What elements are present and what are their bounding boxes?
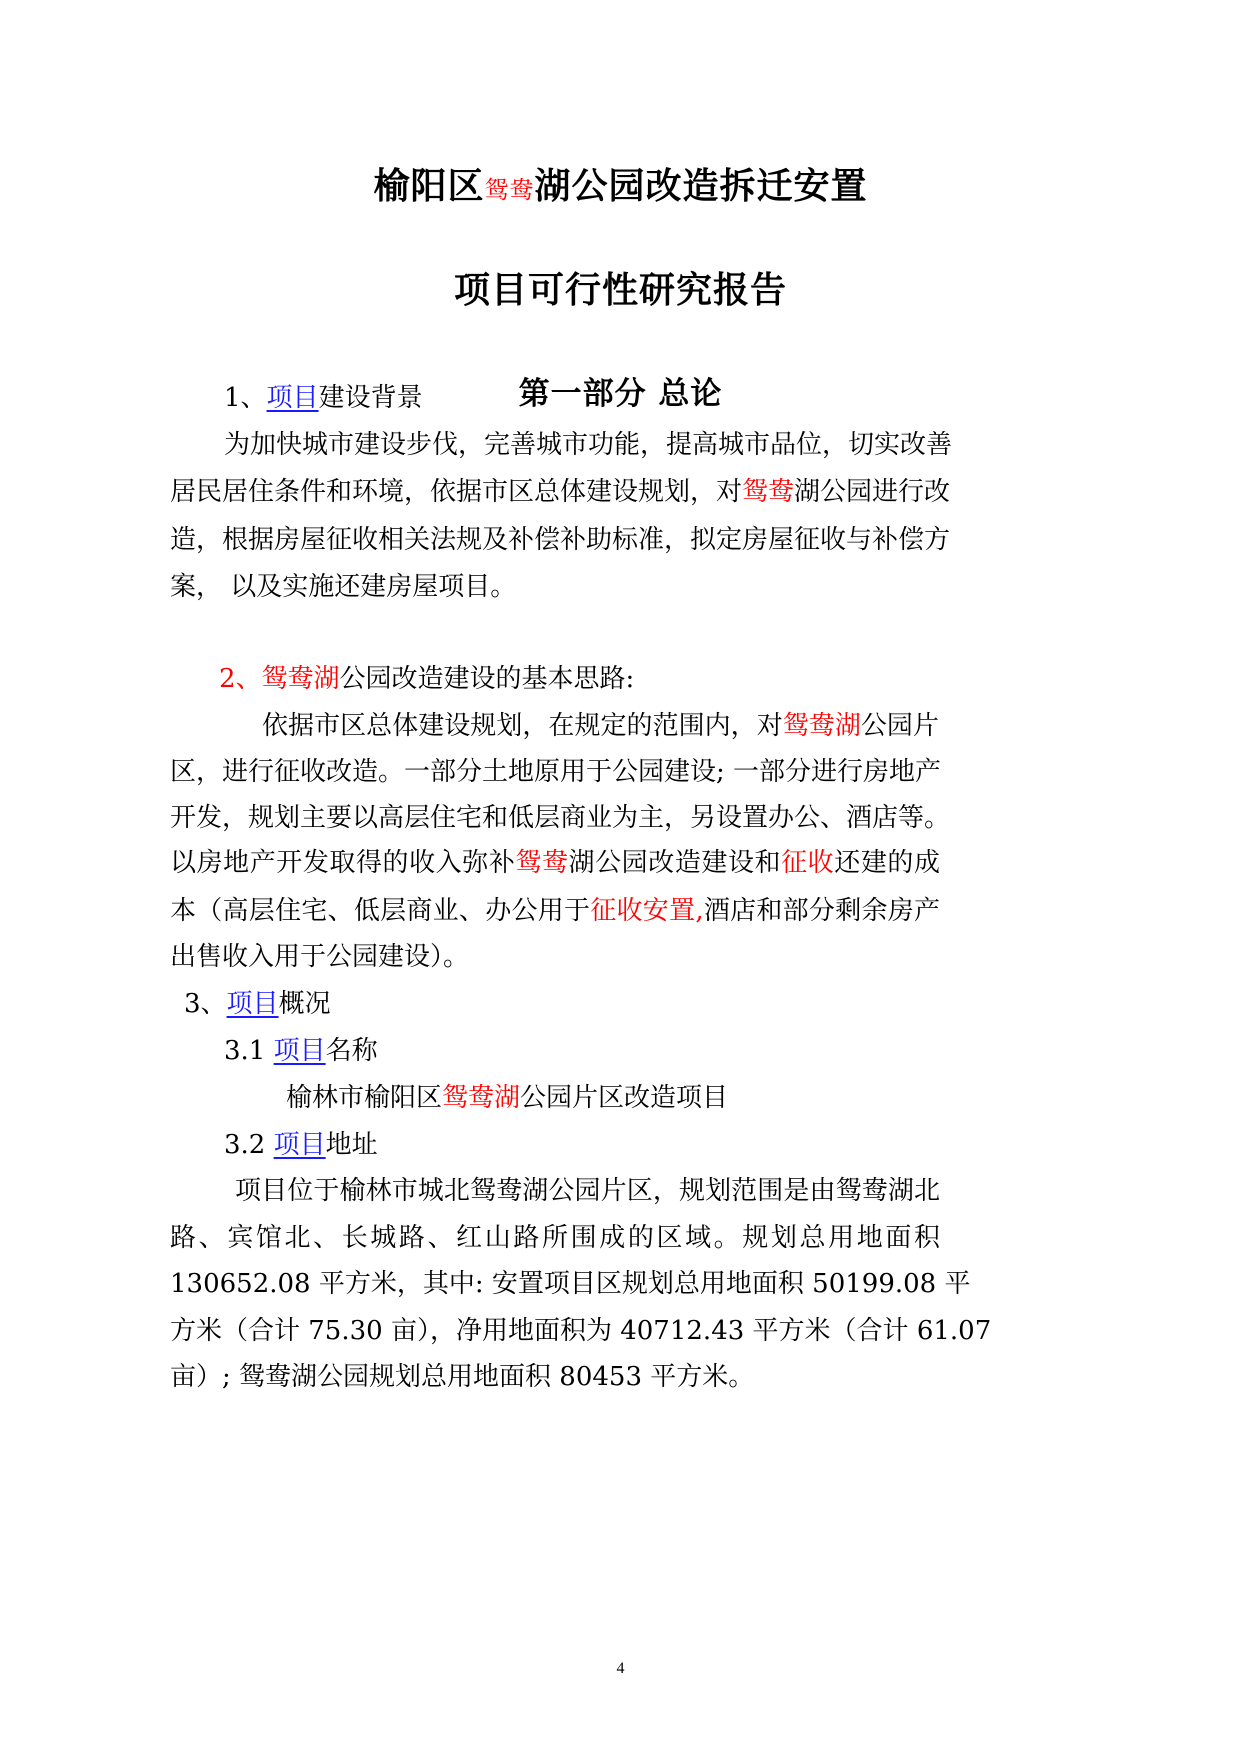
highlight-span: 征收 — [781, 848, 835, 878]
subsection-link[interactable]: 项目 — [273, 1130, 326, 1160]
highlight-span: 鸳鸯 — [742, 477, 795, 507]
section3-link[interactable]: 项目 — [226, 989, 279, 1019]
section2-heading — [219, 661, 634, 697]
subsection-title: 地址 — [325, 1130, 378, 1160]
paragraph-line: 130652.08 平方米，其中: 安置项目区规划总用地面积 50199.08 平 — [170, 1269, 971, 1299]
subsection-title: 名称 — [325, 1036, 378, 1066]
text-span: 公园片区改造项目 — [520, 1083, 729, 1113]
section2-title: 公园改造建设的基本思路: — [339, 664, 635, 694]
paragraph-line: 路、宾馆北、长城路、红山路所围成的区域。规划总用地面积 — [170, 1223, 940, 1253]
text-span: 公园片 — [860, 711, 939, 741]
title-part1: 榆阳区 — [373, 166, 485, 207]
section1-link[interactable]: 项目 — [266, 383, 319, 413]
report-title-line1 — [0, 158, 1241, 209]
paragraph-line — [262, 708, 939, 744]
project-name — [286, 1080, 728, 1116]
section2-highlight: 2、鸳鸯湖 — [219, 664, 340, 694]
page-number: 4 — [616, 1660, 625, 1677]
subsection-number: 3.2 — [224, 1130, 274, 1160]
text-span: 酒店和部分剩余房产 — [703, 896, 940, 926]
text-span: 依据市区总体建设规划，在规定的范围内，对 — [262, 711, 783, 741]
paragraph-line: 方米（合计 75.30 亩），净用地面积为 40712.43 平方米（合计 61.07 — [170, 1316, 992, 1346]
text-span: 以房地产开发取得的收入弥补 — [170, 848, 516, 878]
highlight-span: 鸳鸯 — [515, 848, 569, 878]
text-span: 榆林市榆阳区 — [286, 1083, 443, 1113]
highlight-span: 鸳鸯湖 — [782, 711, 861, 741]
highlight-span: 征收安置, — [590, 896, 704, 926]
text-span: 湖公园改造建设和 — [568, 848, 782, 878]
paragraph-line: 案， 以及实施还建房屋项目。 — [170, 572, 517, 602]
section1-heading — [224, 380, 423, 416]
text-span: 湖公园进行改 — [794, 477, 951, 507]
subsection-3-1-heading — [224, 1033, 378, 1069]
section3-title: 概况 — [278, 989, 331, 1019]
text-span: 本（高层住宅、低层商业、办公用于 — [170, 896, 591, 926]
title-part2: 湖公园改造拆迁安置 — [534, 166, 868, 207]
paragraph-line: 区，进行征收改造。一部分土地原用于公园建设; 一部分进行房地产 — [170, 757, 942, 787]
title-highlight: 鸳鸯 — [484, 176, 535, 204]
text-span: 居民居住条件和环境，依据市区总体建设规划，对 — [170, 477, 743, 507]
section3-number: 3、 — [184, 989, 227, 1019]
subsection-number: 3.1 — [224, 1036, 274, 1066]
paragraph-line: 出售收入用于公园建设）。 — [170, 942, 470, 972]
paragraph-line — [170, 893, 940, 929]
text-span: 还建的成 — [834, 848, 940, 878]
report-title-line2: 项目可行性研究报告 — [453, 270, 787, 311]
paragraph-line: 造，根据房屋征收相关法规及补偿补助标准，拟定房屋征收与补偿方 — [170, 525, 951, 555]
highlight-span: 鸳鸯湖 — [442, 1083, 521, 1113]
section3-heading — [184, 986, 331, 1022]
paragraph-line: 亩）; 鸳鸯湖公园规划总用地面积 80453 平方米。 — [170, 1362, 755, 1392]
paragraph-line — [170, 474, 951, 510]
part-heading: 第一部分 总论 — [518, 376, 723, 412]
section1-title: 建设背景 — [318, 383, 423, 413]
paragraph-line: 开发，规划主要以高层住宅和低层商业为主，另设置办公、酒店等。 — [170, 803, 951, 833]
paragraph-line — [170, 845, 940, 881]
paragraph-line: 项目位于榆林市城北鸳鸯湖公园片区，规划范围是由鸳鸯湖北 — [235, 1176, 940, 1206]
paragraph-line: 为加快城市建设步伐，完善城市功能，提高城市品位，切实改善 — [224, 430, 953, 460]
subsection-link[interactable]: 项目 — [273, 1036, 326, 1066]
section1-number: 1、 — [224, 383, 267, 413]
subsection-3-2-heading — [224, 1127, 378, 1163]
